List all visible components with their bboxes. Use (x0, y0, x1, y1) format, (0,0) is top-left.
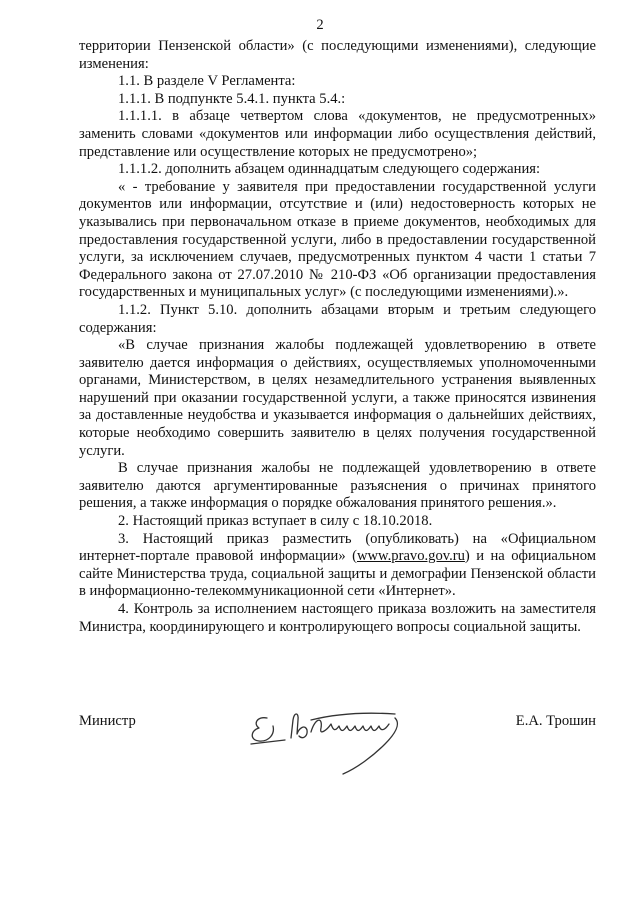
paragraph-1-1-1-2: 1.1.1.2. дополнить абзацем одиннадцатым следующего содержания: (118, 161, 541, 178)
pravo-link[interactable]: www.pravo.gov.ru (356, 548, 465, 565)
paragraph-1-1: 1.1. В разделе V Регламента: (118, 73, 296, 90)
paragraph-complaint-satisfied: «В случае признания жалобы подлежащей удовлетворению в ответе заявителю дается информация о действиях, осуществляемых уполномоченными органами, Министерством, в целях незамедлительного устранения выявленных нарушений при оказании государственной услуги, а также приносятся извинения за доставленные неудобства и указывается информация о дальнейших действиях, которые необходимо совершить заявителю в целях получения государственной услуги. (79, 337, 596, 459)
document-body (79, 38, 596, 636)
paragraph-complaint-rejected: В случае признания жалобы не подлежащей удовлетворению в ответе заявителю даются аргументированные разъяснения о причинах принятого решения, а также информация о порядке обжалования принятого решения.». (79, 460, 596, 512)
signer-name: Е.А. Трошин (515, 713, 596, 729)
paragraph-2: 2. Настоящий приказ вступает в силу с 18.10.2018. (118, 513, 433, 530)
paragraph-1-1-2: 1.1.2. Пункт 5.10. дополнить абзацами вторым и третьим следующего содержания: (79, 301, 596, 336)
paragraph-continuation: территории Пензенской области» (с последующими изменениями), следующие изменения: (79, 38, 596, 72)
paragraph-1-1-1: 1.1.1. В подпункте 5.4.1. пункта 5.4.: (118, 90, 346, 107)
paragraph-3-text-before: 3. Настоящий приказ разместить (опубликовать) на «Официальном интернет-портале правовой информации» ( (79, 530, 596, 565)
paragraph-1-1-1-1: 1.1.1.1. в абзаце четвертом слова «документов, не предусмотренных» заменить словами «документов или информации либо осуществления действий, представление или осуществление которых не предусмотрено»; (79, 108, 596, 160)
paragraph-3 (79, 531, 596, 601)
handwritten-signature (245, 700, 420, 780)
paragraph-4: 4. Контроль за исполнением настоящего приказа возложить на заместителя Министра, координирующего и контролирующего вопросы социальной защиты. (79, 601, 596, 635)
signer-title: Министр (79, 713, 136, 729)
paragraph-quote-requirement: « - требование у заявителя при предоставлении государственной услуги документов или информации, отсутствие и (или) недостоверность которых не указывались при первоначальном отказе в приеме документов, необходимых для предоставления государственной услуги, либо в предоставлении государственной услуги, за исключением случаев, предусмотренных пунктом 4 части 1 статьи 7 Федерального закона от 27.07.2010 № 210-ФЗ «Об организации предоставления государственных и муниципальных услуг» (с последующими изменениями).». (79, 178, 596, 301)
page-number: 2 (316, 17, 324, 33)
paragraph-3-text-after: ) и на официальном сайте Министерства труда, социальной защиты и демографии Пензенской области в информационно-телекоммуникационной сети «Интернет». (79, 548, 596, 600)
